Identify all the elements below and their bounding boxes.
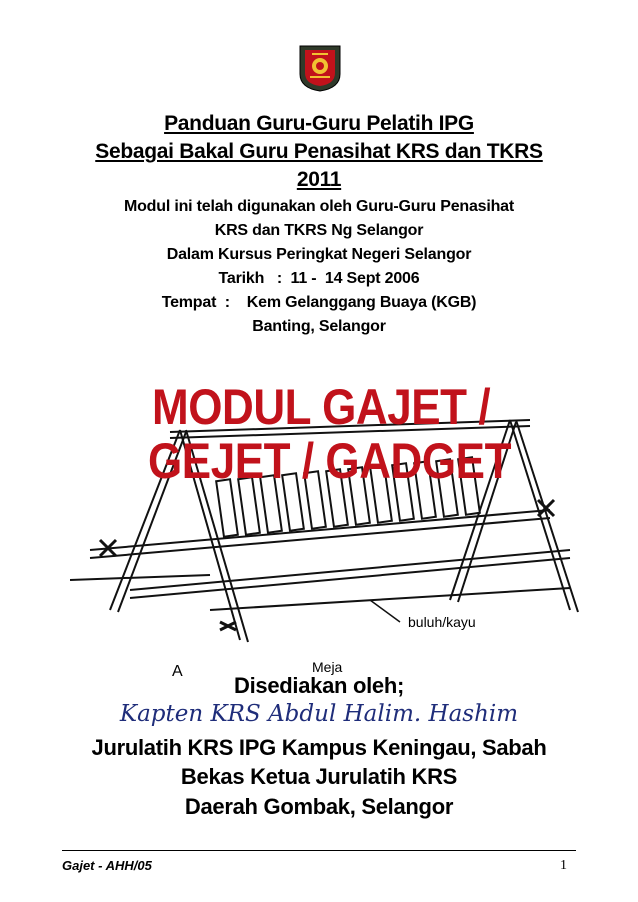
label-a: A	[172, 663, 183, 680]
info-line-2: KRS dan TKRS Ng Selangor	[214, 222, 424, 239]
module-title-line-2: GEJET / GADGET	[148, 433, 512, 489]
prepared-label: Disediakan oleh;	[233, 673, 405, 698]
info-location: Banting, Selangor	[252, 318, 386, 335]
author-name: Kapten KRS Abdul Halim. Hashim	[119, 701, 519, 727]
label-table: Meja	[312, 659, 343, 675]
module-title-line-1: MODUL GAJET /	[152, 379, 491, 435]
author-role-1: Jurulatih KRS IPG Kampus Keningau, Sabah	[91, 735, 547, 760]
header-line-2: Sebagai Bakal Guru Penasihat KRS dan TKRS	[95, 140, 543, 163]
author-role-2: Bekas Ketua Jurulatih KRS	[180, 764, 458, 789]
info-line-1: Modul ini telah digunakan oleh Guru-Guru Penasihat	[123, 198, 515, 215]
footer-code: Gajet - AHH/05	[62, 858, 152, 873]
header-line-1: Panduan Guru-Guru Pelatih IPG	[164, 112, 474, 135]
page-number: 1	[560, 858, 567, 873]
footer-divider	[62, 850, 576, 851]
header-year: 2011	[296, 168, 342, 191]
author-role-3: Daerah Gombak, Selangor	[184, 794, 454, 819]
info-place: Tempat : Kem Gelanggang Buaya (KGB)	[161, 294, 477, 311]
label-material: buluh/kayu	[408, 614, 476, 630]
crest-logo	[296, 44, 344, 92]
info-date: Tarikh : 11 - 14 Sept 2006	[218, 270, 420, 287]
info-line-3: Dalam Kursus Peringkat Negeri Selangor	[166, 246, 472, 263]
